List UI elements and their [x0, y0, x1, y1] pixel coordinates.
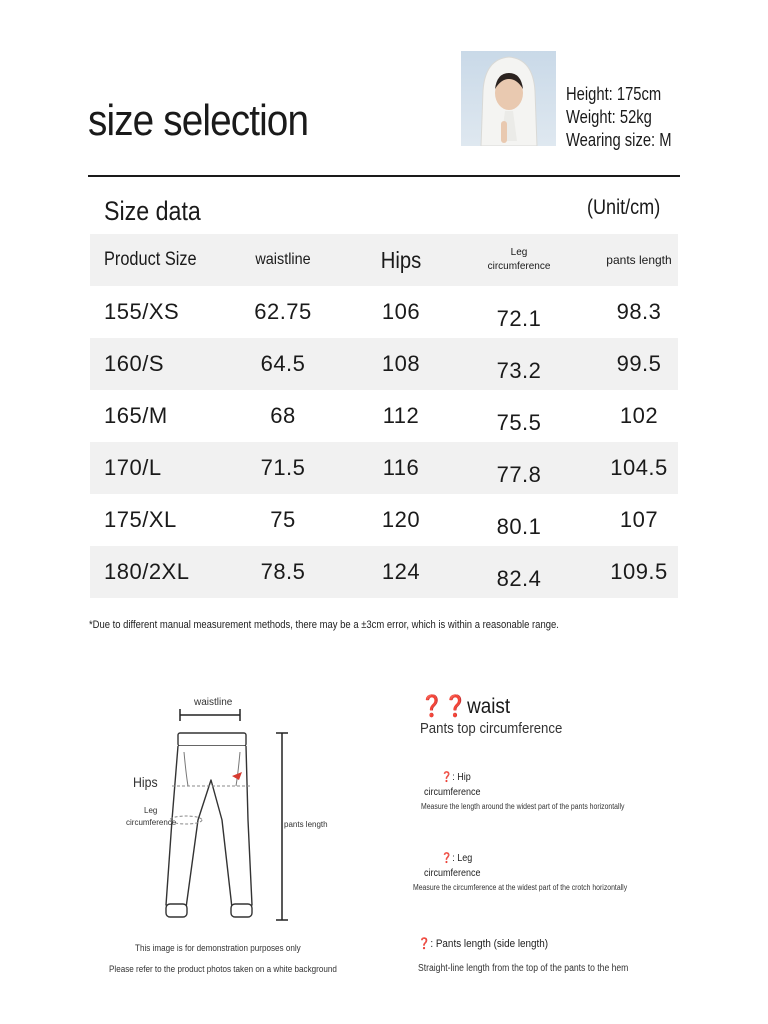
col-header-size: Product Size: [104, 249, 197, 270]
table-header-row: [90, 234, 678, 286]
col-header-length: pants length: [606, 253, 672, 267]
col-header-leg-line2: circumference: [487, 261, 551, 272]
cell-size: 155/XS: [104, 299, 180, 324]
cell-leg: 75.5: [496, 410, 542, 435]
model-weight: Weight: 52kg: [566, 107, 652, 127]
cell-hips: 112: [382, 403, 420, 428]
table-row: [90, 338, 678, 390]
col-header-leg: [454, 234, 584, 286]
cell-waist: 75: [270, 507, 296, 532]
col-header-leg-line1: Leg: [510, 247, 528, 258]
cell-size: 165/M: [104, 403, 168, 428]
cell-length: 104.5: [610, 455, 668, 480]
cell-leg: 77.8: [496, 462, 542, 487]
length-description: Straight-line length from the top of the pants to the hem: [418, 963, 629, 974]
table-row: [90, 442, 678, 494]
cell-length: 109.5: [610, 559, 668, 584]
cell-waist: 78.5: [260, 559, 306, 584]
diagram-label-pants-length: pants length: [284, 820, 328, 829]
diagram-label-leg-1: Leg: [144, 806, 158, 815]
divider: [88, 175, 680, 177]
cell-length: 98.3: [616, 299, 662, 324]
unit-label: (Unit/cm): [587, 196, 661, 219]
diagram-label-leg-2: circumference: [126, 818, 177, 827]
pants-diagram: [110, 690, 350, 980]
cell-hips: 108: [381, 351, 421, 376]
cell-size: 170/L: [104, 455, 162, 480]
cell-leg: 82.4: [496, 566, 542, 591]
cell-hips: 116: [382, 455, 420, 480]
waist-description: Pants top circumference: [420, 720, 563, 737]
table-row: [90, 546, 678, 598]
pants-outline-icon: [110, 690, 350, 940]
cell-hips: 106: [381, 299, 421, 324]
cell-waist: 71.5: [260, 455, 306, 480]
waist-title: ❓❓waist: [420, 695, 511, 718]
hip-description: Measure the length around the widest part of the pants horizontally: [421, 802, 625, 811]
leg-description: Measure the circumference at the widest part of the crotch horizontally: [413, 883, 628, 892]
measurement-footnote: *Due to different manual measurement methods, there may be a ±3cm error, which is within a reasonable range.: [89, 619, 559, 631]
cell-size: 180/2XL: [104, 559, 190, 584]
col-header-waist: waistline: [255, 251, 311, 268]
table-title: Size data: [104, 196, 201, 226]
cell-leg: 73.2: [496, 358, 542, 383]
table-row: [90, 286, 678, 338]
table-row: [90, 390, 678, 442]
model-illustration: [461, 51, 556, 146]
length-heading: ❓: Pants length (side length): [418, 938, 549, 950]
diagram-label-hips: Hips: [133, 774, 158, 790]
cell-waist: 62.75: [254, 299, 312, 324]
diagram-note-1: This image is for demonstration purposes only: [135, 943, 301, 953]
model-info: [566, 83, 672, 152]
leg-heading-1: ❓: Leg: [441, 853, 473, 864]
cell-size: 160/S: [104, 351, 164, 376]
cell-hips: 120: [381, 507, 421, 532]
cell-leg: 80.1: [496, 514, 542, 539]
leg-heading-2: circumference: [424, 868, 481, 879]
model-photo: [461, 51, 556, 146]
hip-heading-2: circumference: [424, 787, 481, 798]
cell-length: 107: [619, 507, 659, 532]
size-table: [90, 234, 678, 598]
cell-length: 102: [619, 403, 659, 428]
diagram-note-2: Please refer to the product photos taken on a white background: [109, 964, 337, 974]
cell-waist: 64.5: [260, 351, 306, 376]
cell-leg: 72.1: [496, 306, 542, 331]
cell-length: 99.5: [616, 351, 662, 376]
col-header-hips: Hips: [380, 246, 422, 273]
model-height: Height: 175cm: [566, 84, 662, 104]
cell-hips: 124: [381, 559, 421, 584]
cell-waist: 68: [270, 403, 296, 428]
page-title: size selection: [88, 96, 309, 145]
cell-size: 175/XL: [104, 507, 177, 532]
hip-heading-1: ❓: Hip: [441, 772, 471, 783]
diagram-label-waistline: waistline: [194, 697, 233, 708]
table-row: [90, 494, 678, 546]
model-wearing-size: Wearing size: M: [566, 130, 672, 150]
